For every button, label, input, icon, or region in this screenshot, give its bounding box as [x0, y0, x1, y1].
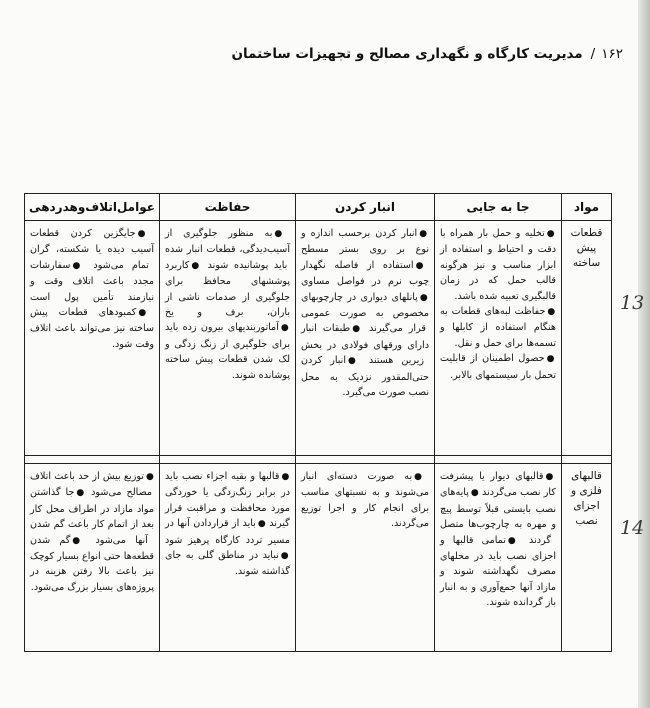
bullet-icon: ●	[419, 229, 429, 239]
bullet-icon: ●	[545, 472, 557, 482]
bullet-text: طبقات انبار دارای ورقهای فولادی در بخش زیرین هستند	[301, 323, 429, 367]
waste-cell	[25, 464, 159, 597]
handwritten-note-14: 14	[620, 517, 645, 539]
bullet-text: توزیع بیش از حد باعث اتلاف مصالح می‌شود	[30, 471, 153, 499]
bullet-icon: ●	[145, 472, 154, 482]
bullet-icon: ●	[507, 535, 521, 546]
page-edge-shadow	[638, 0, 650, 708]
bullet-text: به صورت دسته‌ای انبار می‌شوند و به نسبتهای مناسب برای انجام کار و اجرا توزیع می‌گردند.	[301, 471, 429, 530]
bullet-icon: ●	[274, 229, 290, 239]
bullet-text: پانلهای دیواری در چارچوبهای مخصوص به صورت عمومی قرار می‌گیرند	[301, 291, 429, 335]
bullet-icon: ●	[470, 488, 479, 499]
bullet-text: گم شدن قطعه‌ها حتی انواع بسیار کوچک نیز باعث بالا رفتن هزینه در پروژه‌های بسیار بزرگ می‌شود.	[30, 534, 154, 593]
bullet-icon: ●	[414, 472, 430, 482]
material-name: قالبهای فلزی و اجزای نصب	[571, 470, 602, 527]
bullet-text: پایه‌های نصب بایستی قبلاً توسط پیچ و مهره به چارچوب‌ها متصل گردند	[440, 487, 556, 546]
bullet-icon: ●	[72, 535, 87, 546]
material-name: قطعات پیش ساخته	[570, 227, 603, 269]
bullet-text: تخلیه و حمل بار همراه با دقت و احتیاط و استفاده از ابزار مناسب و نیز هرگونه قالب حمل که در زمان قالبگیری تعبیه شده باشد.	[440, 228, 556, 302]
protection-cell	[160, 464, 295, 582]
col-header-material: مواد	[562, 194, 612, 221]
materials-table	[24, 193, 612, 652]
chapter-title: مدیریت کارگاه و نگهداری مصالح و تجهیزات ساختمان	[231, 46, 583, 62]
bullet-text: حفاظت لبه‌های قطعات به هنگام استفاده از کابلها و تسمه‌ها برای حمل و نقل.	[440, 306, 556, 349]
running-header	[231, 46, 623, 62]
handling-cell	[435, 221, 561, 385]
bullet-text: جایگزین کردن قطعات آسیب دیده یا شکسته، گران تمام می‌شود	[30, 228, 154, 271]
bullet-text: کمبودهای قطعات پیش ساخته نیز می‌تواند باعث اتلاف وقت شود.	[30, 307, 154, 350]
bullet-text: قالبها و بقیه اجزاء نصب باید در برابر زنگ‌زدگی یا خوردگی مورد محافظت و مراقبت قرار گیرند	[165, 471, 290, 530]
col-header-waste: عوامل‌اتلاف‌وهدردهی	[25, 194, 160, 221]
bullet-text: آماتوربندیهای بیرون زده باید برای جلوگیری از زنگ زدگی و لک شدن قطعات پیش ساخته پوشانده شوند.	[165, 322, 290, 381]
bullet-text: قالبهای دیوار یا پیشرفت کار نصب می‌گردند	[440, 471, 556, 499]
bullet-icon: ●	[546, 229, 556, 239]
bullet-icon: ●	[546, 354, 556, 365]
page-number: ۱۶۲	[601, 46, 623, 62]
bullet-text: به منظور جلوگیری از آسیب‌دیدگی، قطعات انبار شده باید پوشانیده شوند	[165, 228, 290, 271]
bullet-text: کاربرد پوششهای محافظ برای جلوگیری از صدمات ناشی از باران، برف و یخ	[165, 259, 290, 319]
bullet-icon: ●	[280, 323, 291, 334]
col-header-protection: حفاظت	[160, 194, 296, 221]
bullet-text: جا گذاشتن مواد مازاد در اطراف محل کار بعد از اتمام کار باعث گم شدن آنها می‌شود	[30, 487, 154, 546]
handling-cell	[435, 464, 561, 613]
bullet-text: استفاده از فاصله نگهدار چوب نرم در فواصل مساوی	[301, 259, 429, 288]
handwritten-note-13: 13	[620, 292, 645, 314]
row-spacer	[25, 456, 612, 464]
bullet-icon: ●	[547, 307, 557, 318]
bullet-text: انبار کردن برحسب اندازه و نوع بر روی بستر مسطح	[301, 228, 429, 256]
bullet-text: انبار کردن حتی‌المقدور نزدیک به محل نصب صورت می‌گیرد.	[301, 355, 429, 399]
bullet-icon: ●	[191, 260, 202, 271]
storage-cell	[296, 464, 434, 534]
bullet-icon: ●	[257, 519, 266, 530]
bullet-icon: ●	[137, 229, 154, 239]
bullet-icon: ●	[352, 324, 364, 335]
bullet-icon: ●	[72, 260, 86, 271]
storage-cell	[296, 221, 434, 402]
bullet-text: حصول اطمینان از قابلیت تحمل بار سیستمهای بالابر.	[440, 353, 556, 381]
bullet-text: نباید در مناطق گلی به جای گذاشته شوند.	[165, 550, 290, 578]
header-row	[25, 194, 612, 221]
header-separator: /	[590, 46, 596, 62]
col-header-handling: جا به جایی	[435, 194, 562, 221]
bullet-text: سفارشات مجدد باعث اتلاف وقت و نیازمند تأمین پول است	[30, 259, 154, 303]
bullet-icon: ●	[76, 488, 87, 499]
bullet-icon: ●	[281, 472, 290, 482]
bullet-icon: ●	[415, 260, 429, 271]
bullet-icon: ●	[348, 356, 361, 367]
bullet-text: تمامی قالبها و اجزای نصب باید در محلهای مصرف نگهداشته شوند و مازاد آنها جمع‌آوری و به انبار باز گردانده شوند.	[440, 534, 556, 609]
table-row	[25, 221, 612, 456]
bullet-icon: ●	[419, 292, 429, 303]
bullet-icon: ●	[280, 551, 290, 562]
bullet-text: باید از قراردادن آنها در مسیر تردد کارگاه پرهیز شود	[165, 518, 290, 546]
table-row	[25, 464, 612, 652]
bullet-icon: ●	[138, 308, 154, 319]
waste-cell	[25, 221, 159, 354]
protection-cell	[160, 221, 295, 385]
col-header-storage: انبار کردن	[296, 194, 435, 221]
